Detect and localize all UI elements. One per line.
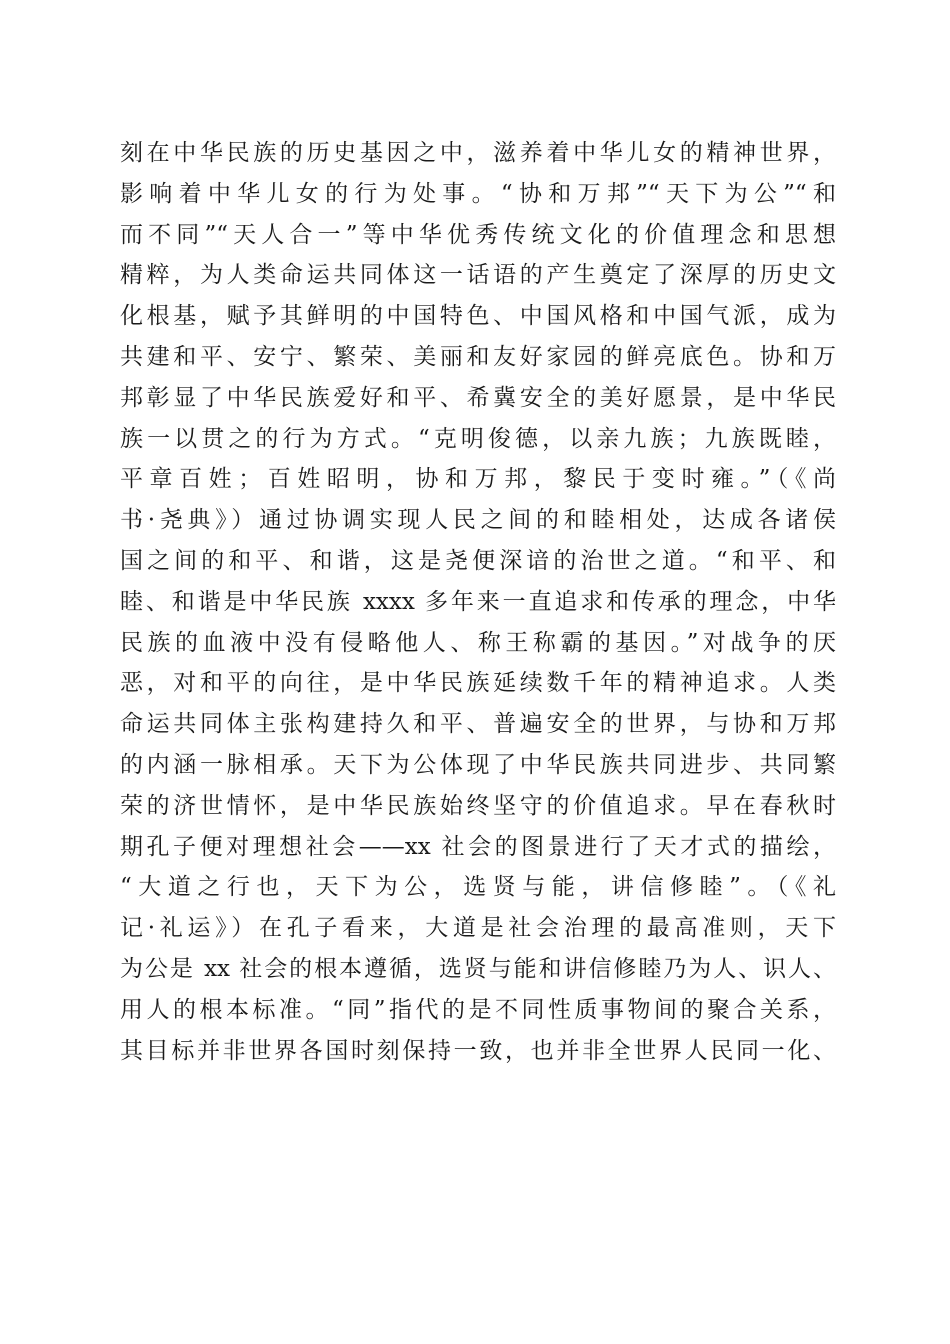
text-line-6: 共建和平、安宁、繁荣、美丽和友好家园的鲜亮底色。协和万 bbox=[120, 343, 836, 370]
body-text bbox=[120, 133, 836, 1071]
text-line-23: 其目标并非世界各国时刻保持一致，也并非全世界人民同一化、 bbox=[120, 1037, 836, 1064]
text-line-11: 国之间的和平、和谐，这是尧便深谙的治世之道。“和平、和 bbox=[120, 547, 836, 574]
text-line-9: 平章百姓；百姓昭明，协和万邦，黎民于变时雍。”（《尚 bbox=[120, 466, 836, 493]
text-line-20: 记·礼运》）在孔子看来，大道是社会治理的最高准则，天下 bbox=[120, 915, 836, 942]
text-line-13: 民族的血液中没有侵略他人、称王称霸的基因。”对战争的厌 bbox=[120, 629, 836, 656]
text-line-7: 邦彰显了中华民族爱好和平、希冀安全的美好愿景，是中华民 bbox=[120, 384, 836, 411]
text-line-15: 命运共同体主张构建持久和平、普遍安全的世界，与协和万邦 bbox=[120, 711, 836, 738]
text-line-21: 为公是 xx 社会的根本遵循，选贤与能和讲信修睦乃为人、识人、 bbox=[120, 955, 836, 982]
text-line-18: 期孔子便对理想社会——xx 社会的图景进行了天才式的描绘， bbox=[120, 833, 836, 860]
text-line-8: 族一以贯之的行为方式。“克明俊德，以亲九族；九族既睦， bbox=[120, 425, 836, 452]
text-line-3: 而不同”“天人合一”等中华优秀传统文化的价值理念和思想 bbox=[120, 221, 836, 248]
text-line-10: 书·尧典》）通过协调实现人民之间的和睦相处，达成各诸侯 bbox=[120, 507, 836, 534]
text-line-1: 刻在中华民族的历史基因之中，滋养着中华儿女的精神世界， bbox=[120, 140, 836, 166]
text-line-12: 睦、和谐是中华民族 xxxx 多年来一直追求和传承的理念，中华 bbox=[120, 588, 836, 615]
text-line-5: 化根基，赋予其鲜明的中国特色、中国风格和中国气派，成为 bbox=[120, 303, 836, 330]
text-line-17: 荣的济世情怀，是中华民族始终坚守的价值追求。早在春秋时 bbox=[120, 792, 836, 819]
text-line-4: 精粹，为人类命运共同体这一话语的产生奠定了深厚的历史文 bbox=[120, 262, 836, 289]
text-line-22: 用人的根本标准。“同”指代的是不同性质事物间的聚合关系， bbox=[120, 996, 836, 1023]
text-line-16: 的内涵一脉相承。天下为公体现了中华民族共同进步、共同繁 bbox=[120, 751, 836, 778]
text-line-19: “大道之行也，天下为公，选贤与能，讲信修睦”。（《礼 bbox=[120, 874, 836, 901]
text-line-2: 影响着中华儿女的行为处事。“协和万邦”“天下为公”“和 bbox=[120, 180, 836, 207]
text-line-14: 恶，对和平的向往，是中华民族延续数千年的精神追求。人类 bbox=[120, 670, 836, 697]
